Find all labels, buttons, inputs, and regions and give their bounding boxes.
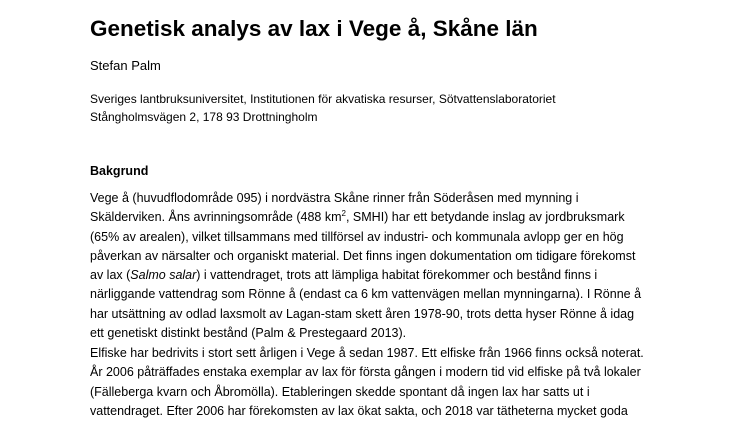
paragraph-line: (65% av arealen), vilket tillsammans med tillförsel av industri- och kommunala avlopp ger en hög [90, 229, 624, 244]
affiliation-line-2: Stångholmsvägen 2, 178 93 Drottningholm [90, 110, 318, 124]
paragraph-line [90, 266, 690, 285]
paragraph-line: Elfiske har bedrivits i stort sett årligen i Vege å sedan 1987. Ett elfiske från 1966 finns också noterat. [90, 346, 644, 360]
paragraph-line: har utsättning av odlad laxsmolt av Lagan-stam skett åren 1978-90, trots detta hyser Rönne å idag [90, 306, 635, 321]
document-title: Genetisk analys av lax i Vege å, Skåne län [90, 16, 538, 41]
affiliation-line-1: Sveriges lantbruksuniversitet, Institutionen för akvatiska resurser, Sötvattenslaboratoriet [90, 92, 556, 106]
paragraph-line: närliggande vattendrag som Rönne å (endast ca 6 km vattenvägen mellan mynningarna). I Rönne å [90, 287, 642, 302]
paragraph-background-2 [90, 344, 690, 421]
section-heading: Bakgrund [90, 164, 149, 178]
paragraph-line: (Fälleberga kvarn och Åbromölla). Etableringen skedde spontant då ingen lax har satts ut i [90, 384, 590, 399]
species-name-italic: Salmo salar [130, 268, 197, 283]
paragraph-line: Vege å (huvudflodområde 095) i nordvästra Skåne rinner från Söderåsen med mynning i [90, 191, 579, 205]
text-segment: av lax ( [90, 268, 131, 283]
paragraph-line: ett genetiskt distinkt bestånd (Palm & Prestegaard 2013). [90, 326, 407, 341]
paragraph-line: vattendraget. Efter 2006 har förekomsten av lax ökat sakta, och 2018 var tätheterna mycket goda [90, 403, 628, 418]
paragraph-line [90, 208, 690, 227]
paragraph-background-1 [90, 189, 690, 343]
text-segment: Skälderviken. Åns avrinningsområde (488 km [90, 210, 342, 225]
paragraph-line: påverkan av närsalter och organiskt material. Det finns ingen dokumentation om tidigare förekomst [90, 248, 636, 263]
text-segment: ) i vattendraget, trots att lämpliga habitat förekommer och bestånd finns i [196, 268, 598, 283]
author-name: Stefan Palm [90, 58, 161, 73]
paragraph-line: År 2006 påträffades enstaka exemplar av lax för första gången i modern tid vid elfiske på två lokaler [90, 365, 641, 380]
text-segment: , SMHI) har ett betydande inslag av jordbruksmark [345, 210, 625, 225]
superscript: 2 [341, 209, 346, 219]
affiliation [90, 90, 556, 126]
